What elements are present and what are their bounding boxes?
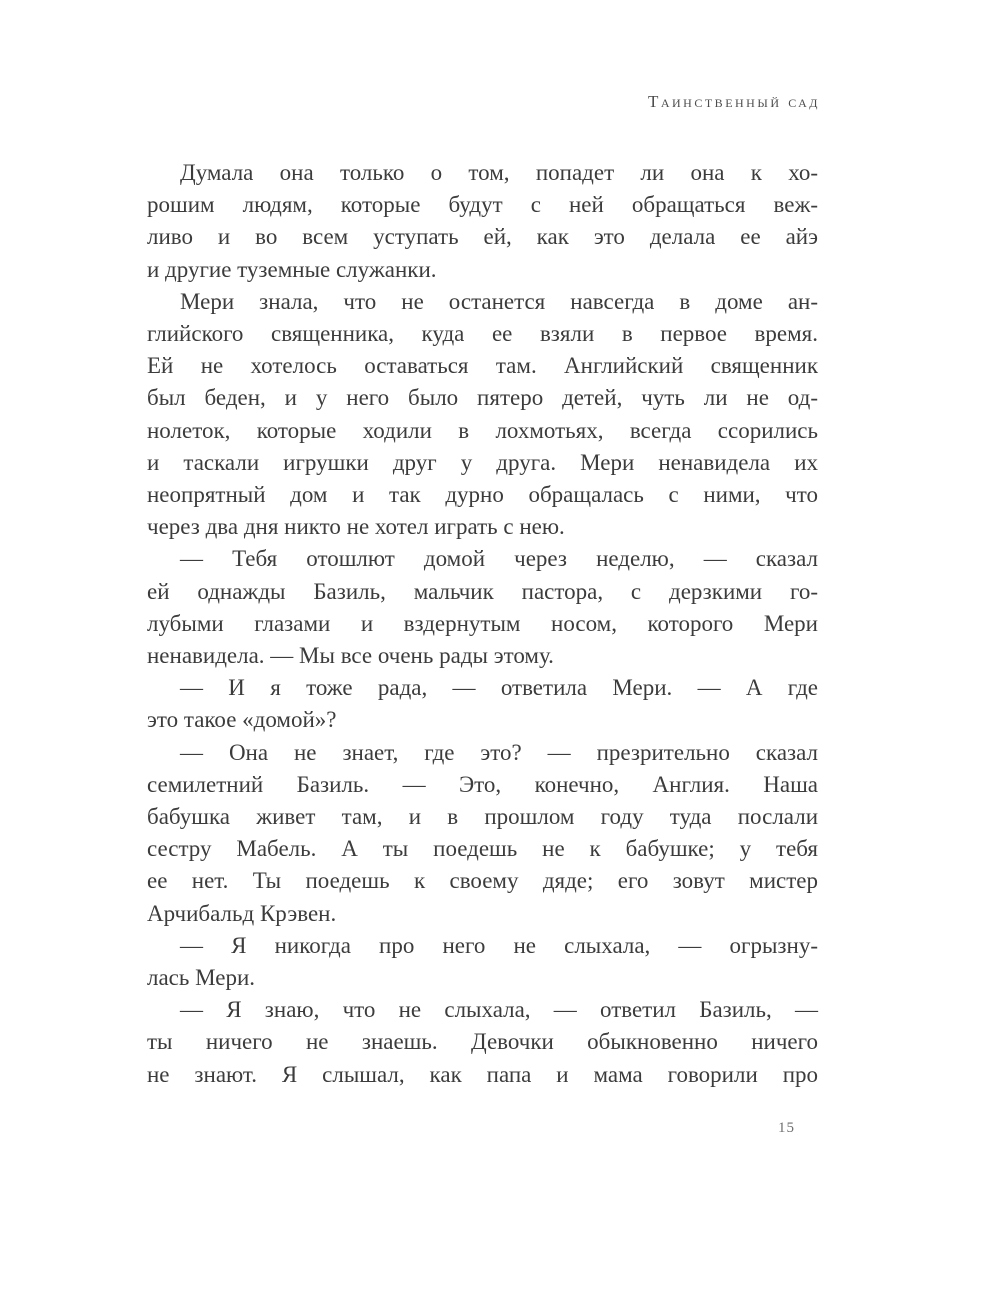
text-line: и таскали игрушки друг у друга. Мери ненавидела их	[147, 449, 818, 475]
text-line: Мери знала, что не останется навсегда в доме ан-	[180, 288, 818, 314]
text-line: Думала она только о том, попадет ли она к хо-	[180, 160, 818, 185]
text-line: не знают. Я слышал, как папа и мама говорили про	[147, 1061, 818, 1087]
paragraph	[147, 737, 818, 930]
paragraph	[147, 543, 818, 672]
text-line: неопрятный дом и так дурно обращалась с ними, что	[147, 482, 818, 508]
text-line: — Я знаю, что не слыхала, — ответил Базиль, —	[180, 997, 818, 1023]
paragraph	[147, 994, 818, 1091]
text-line: это такое «домой»?	[147, 707, 337, 733]
text-line: — Она не знает, где это? — презрительно сказал	[180, 739, 818, 765]
text-line: и другие туземные служанки.	[147, 256, 437, 282]
text-line: ее нет. Ты поедешь к своему дяде; его зовут мистер	[147, 868, 818, 894]
text-line: ненавидела. — Мы все очень рады этому.	[147, 643, 554, 669]
text-line: Арчибальд Крэвен.	[147, 900, 337, 926]
text-line: — Тебя отошлют домой через неделю, — сказал	[180, 546, 818, 572]
paragraph	[147, 157, 818, 286]
text-line: ты ничего не знаешь. Девочки обыкновенно ничего	[147, 1029, 818, 1055]
page-number: 15	[778, 1120, 795, 1136]
text-line: рошим людям, которые будут с ней обращаться веж-	[147, 192, 818, 218]
text-line: через два дня никто не хотел играть с нею.	[147, 514, 565, 540]
text-line: — Я никогда про него не слыхала, — огрызну-	[180, 932, 818, 958]
running-header: Таинственный сад	[647, 92, 820, 111]
paragraph	[147, 286, 818, 544]
text-block	[147, 157, 818, 1091]
text-line: Ей не хотелось оставаться там. Английский священник	[147, 353, 818, 379]
paragraph	[147, 930, 818, 994]
text-line: бабушка живет там, и в прошлом году туда послали	[147, 804, 818, 830]
text-line: глийского священника, куда ее взяли в первое время.	[147, 321, 818, 347]
paragraph	[147, 672, 818, 736]
text-line: ливо и во всем уступать ей, как это делала ее айэ	[147, 224, 818, 250]
text-line: — И я тоже рада, — ответила Мери. — А где	[180, 675, 818, 701]
text-line: лубыми глазами и вздернутым носом, которого Мери	[147, 610, 818, 636]
text-line: лась Мери.	[147, 965, 256, 991]
text-line: сестру Мабель. А ты поедешь не к бабушке; у тебя	[147, 836, 818, 862]
text-line: семилетний Базиль. — Это, конечно, Англия. Наша	[147, 771, 818, 797]
text-line: был беден, и у него было пятеро детей, чуть ли не од-	[147, 385, 818, 411]
text-line: ей однажды Базиль, мальчик пастора, с дерзкими го-	[147, 578, 818, 604]
text-line: нолеток, которые ходили в лохмотьях, всегда ссорились	[147, 417, 818, 443]
